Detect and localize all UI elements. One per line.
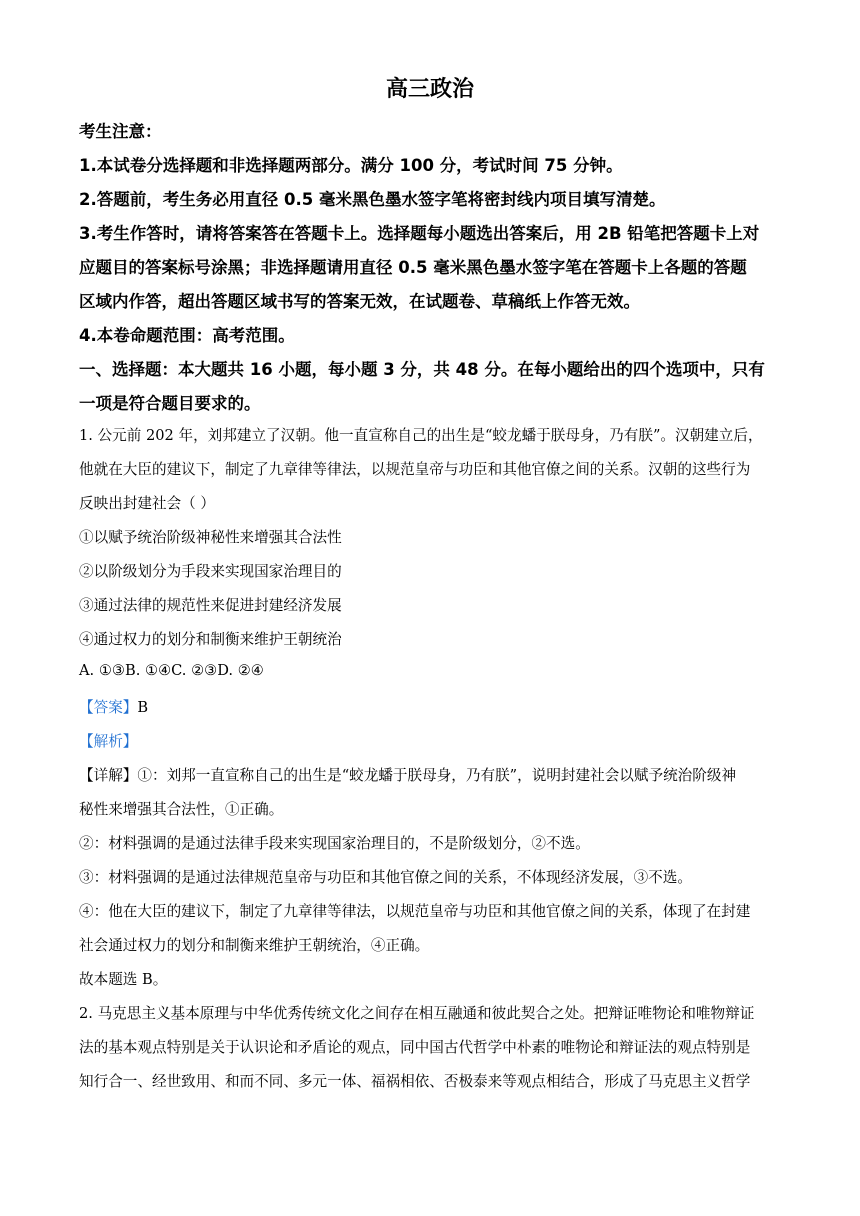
answer-line [79,696,148,717]
answer-value: B [137,699,149,716]
detail-line: ④：他在大臣的建议下，制定了九章律等律法，以规范皇帝与功臣和其他官僚之间的关系，体现了在封建 [79,903,751,920]
notice-line: 1.本试卷分选择题和非选择题两部分。满分 100 分，考试时间 75 分钟。 [79,156,623,175]
question-stem: 法的基本观点特别是关于认识论和矛盾论的观点，同中国古代哲学中朴素的唯物论和辩证法的观点特别是 [79,1039,751,1056]
question-option: ①以赋予统治阶级神秘性来增强其合法性 [79,529,342,546]
question-stem: 1. 公元前 202 年，刘邦建立了汉朝。他一直宣称自己的出生是“蛟龙蟠于朕母身，乃有朕”。汉朝建立后， [79,427,763,444]
detail-line: 【详解】①：刘邦一直宣称自己的出生是“蛟龙蟠于朕母身，乃有朕”，说明封建社会以赋予统治阶级神 [79,767,737,784]
question-stem: 知行合一、经世致用、和而不同、多元一体、福祸相依、否极泰来等观点相结合，形成了马克思主义哲学 [79,1073,751,1090]
answer-choices: A. ①③B. ①④C. ②③D. ②④ [79,662,264,679]
detail-line: ③：材料强调的是通过法律规范皇帝与功臣和其他官僚之间的关系，不体现经济发展，③不选。 [79,869,692,886]
page-title: 高三政治 [385,77,474,102]
notice-heading: 考生注意： [79,122,162,141]
section-heading: 一项是符合题目要求的。 [79,394,261,413]
notice-line: 4.本卷命题范围：高考范围。 [79,326,295,345]
detail-line: 社会通过权力的划分和制衡来维护王朝统治，④正确。 [79,937,430,954]
question-stem: 他就在大臣的建议下，制定了九章律等律法，以规范皇帝与功臣和其他官僚之间的关系。汉朝的这些行为 [79,461,751,478]
notice-line: 3.考生作答时，请将答案答在答题卡上。选择题每小题选出答案后，用 2B 铅笔把答题卡上对 [79,224,760,243]
detail-line: 秘性来增强其合法性，①正确。 [79,801,284,818]
section-heading: 一、选择题：本大题共 16 小题，每小题 3 分，共 48 分。在每小题给出的四个选项中，只有 [79,360,765,379]
question-option: ③通过法律的规范性来促进封建经济发展 [79,597,342,614]
question-stem: 2. 马克思主义基本原理与中华优秀传统文化之间存在相互融通和彼此契合之处。把辩证唯物论和唯物辩证 [79,1005,755,1022]
detail-line: 故本题选 B。 [79,971,168,988]
detail-line: ②：材料强调的是通过法律手段来实现国家治理目的，不是阶级划分，②不选。 [79,835,590,852]
question-option: ②以阶级划分为手段来实现国家治理目的 [79,563,342,580]
notice-line: 应题目的答案标号涂黑；非选择题请用直径 0.5 毫米黑色墨水签字笔在答题卡上各题的答题 [79,258,747,277]
answer-tag: 【答案】 [79,699,138,716]
question-option: ④通过权力的划分和制衡来维护王朝统治 [79,631,342,648]
notice-line: 区域内作答，超出答题区域书写的答案无效，在试题卷、草稿纸上作答无效。 [79,292,640,311]
analysis-tag: 【解析】 [79,733,138,750]
notice-line: 2.答题前，考生务必用直径 0.5 毫米黑色墨水签字笔将密封线内项目填写清楚。 [79,190,666,209]
question-stem: 反映出封建社会（ ） [79,495,215,512]
